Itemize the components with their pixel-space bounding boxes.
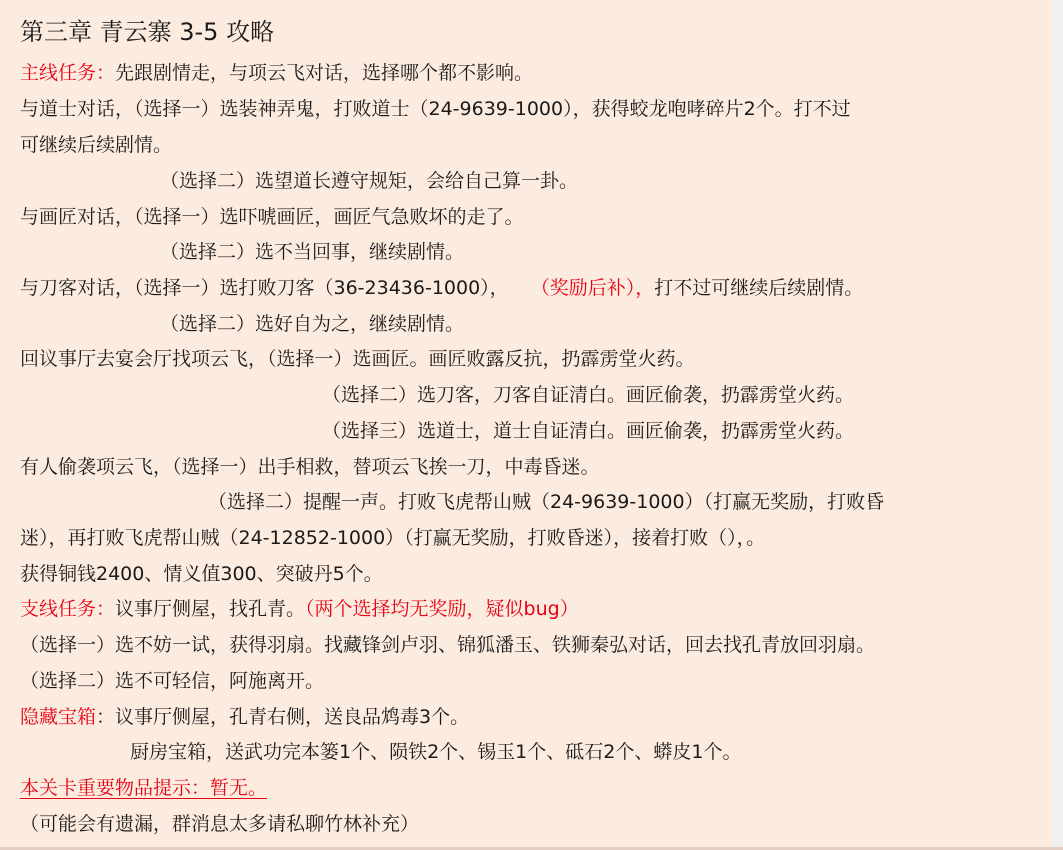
side-task-label: 支线任务： bbox=[20, 598, 116, 620]
main-task-label: 主线任务： bbox=[20, 62, 116, 84]
huajiang-line-2: （选择二）选不当回事，继续剧情。 bbox=[160, 241, 465, 263]
side-task-line bbox=[20, 597, 579, 621]
hidden-box-line bbox=[20, 705, 469, 729]
daoke-reward-note: （奖励后补）， bbox=[530, 277, 655, 299]
side-task-note: （两个选择均无奖励，疑似bug） bbox=[305, 598, 579, 620]
touxi-line-2: （选择二）提醒一声。打败飞虎帮山贼（24-9639-1000）（打赢无奖励，打败昏 bbox=[208, 491, 885, 513]
main-task-text: 先跟剧情走，与项云飞对话，选择哪个都不影响。 bbox=[115, 62, 534, 84]
main-task-line bbox=[20, 61, 533, 85]
page-edge bbox=[1052, 0, 1063, 850]
daoke-line-2: （选择二）选好自为之，继续剧情。 bbox=[160, 313, 465, 335]
touxi-line-3: 迷），再打败飞虎帮山贼（24-12852-1000）（打赢无奖励，打败昏迷），接着打败（），。 bbox=[20, 527, 766, 549]
side-task-text: 议事厅侧屋，找孔青。 bbox=[115, 598, 306, 620]
page-title: 第三章 青云寨 3-5 攻略 bbox=[20, 18, 275, 46]
yishiting-line-1: 回议事厅去宴会厅找项云飞，（选择一）选画匠。画匠败露反抗，扔霹雳堂火药。 bbox=[20, 348, 695, 370]
yishiting-line-2: （选择二）选刀客，刀客自证清白。画匠偷袭，扔霹雳堂火药。 bbox=[322, 384, 855, 406]
daoshi-line-3: （选择二）选望道长遵守规矩，会给自己算一卦。 bbox=[160, 170, 579, 192]
side-task-choice-1: （选择一）选不妨一试，获得羽扇。找藏锋剑卢羽、锦狐潘玉、铁狮秦弘对话，回去找孔青放回羽扇。 bbox=[20, 634, 876, 656]
daoshi-line-2: 可继续后续剧情。 bbox=[20, 134, 173, 156]
hidden-box-text: ：议事厅侧屋，孔青右侧，送良品鸩毒3个。 bbox=[96, 706, 470, 728]
daoke-line-1 bbox=[20, 276, 863, 300]
daoke-line-1-b: 打不过可继续后续剧情。 bbox=[654, 277, 864, 299]
important-items-note: 本关卡重要物品提示：暂无。 bbox=[20, 777, 268, 799]
huajiang-line-1: 与画匠对话，（选择一）选吓唬画匠，画匠气急败坏的走了。 bbox=[20, 206, 524, 228]
yishiting-line-3: （选择三）选道士，道士自证清白。画匠偷袭，扔霹雳堂火药。 bbox=[322, 420, 855, 442]
daoshi-line-1: 与道士对话，（选择一）选装神弄鬼，打败道士（24-9639-1000），获得蛟龙咆哮碎片2个。打不过 bbox=[20, 98, 851, 120]
touxi-line-1: 有人偷袭项云飞，（选择一）出手相救，替项云飞挨一刀，中毒昏迷。 bbox=[20, 456, 600, 478]
rewards-line: 获得铜钱2400、情义值300、突破丹5个。 bbox=[20, 563, 383, 585]
hidden-box-line-2: 厨房宝箱，送武功完本篓1个、陨铁2个、锡玉1个、砥石2个、蟒皮1个。 bbox=[130, 741, 742, 763]
footer-note: （可能会有遗漏，群消息太多请私聊竹林补充） bbox=[20, 813, 420, 835]
daoke-line-1-a: 与刀客对话，（选择一）选打败刀客（36-23436-1000）， bbox=[20, 277, 509, 299]
hidden-box-label: 隐藏宝箱 bbox=[20, 706, 97, 728]
side-task-choice-2: （选择二）选不可轻信，阿施离开。 bbox=[20, 670, 325, 692]
